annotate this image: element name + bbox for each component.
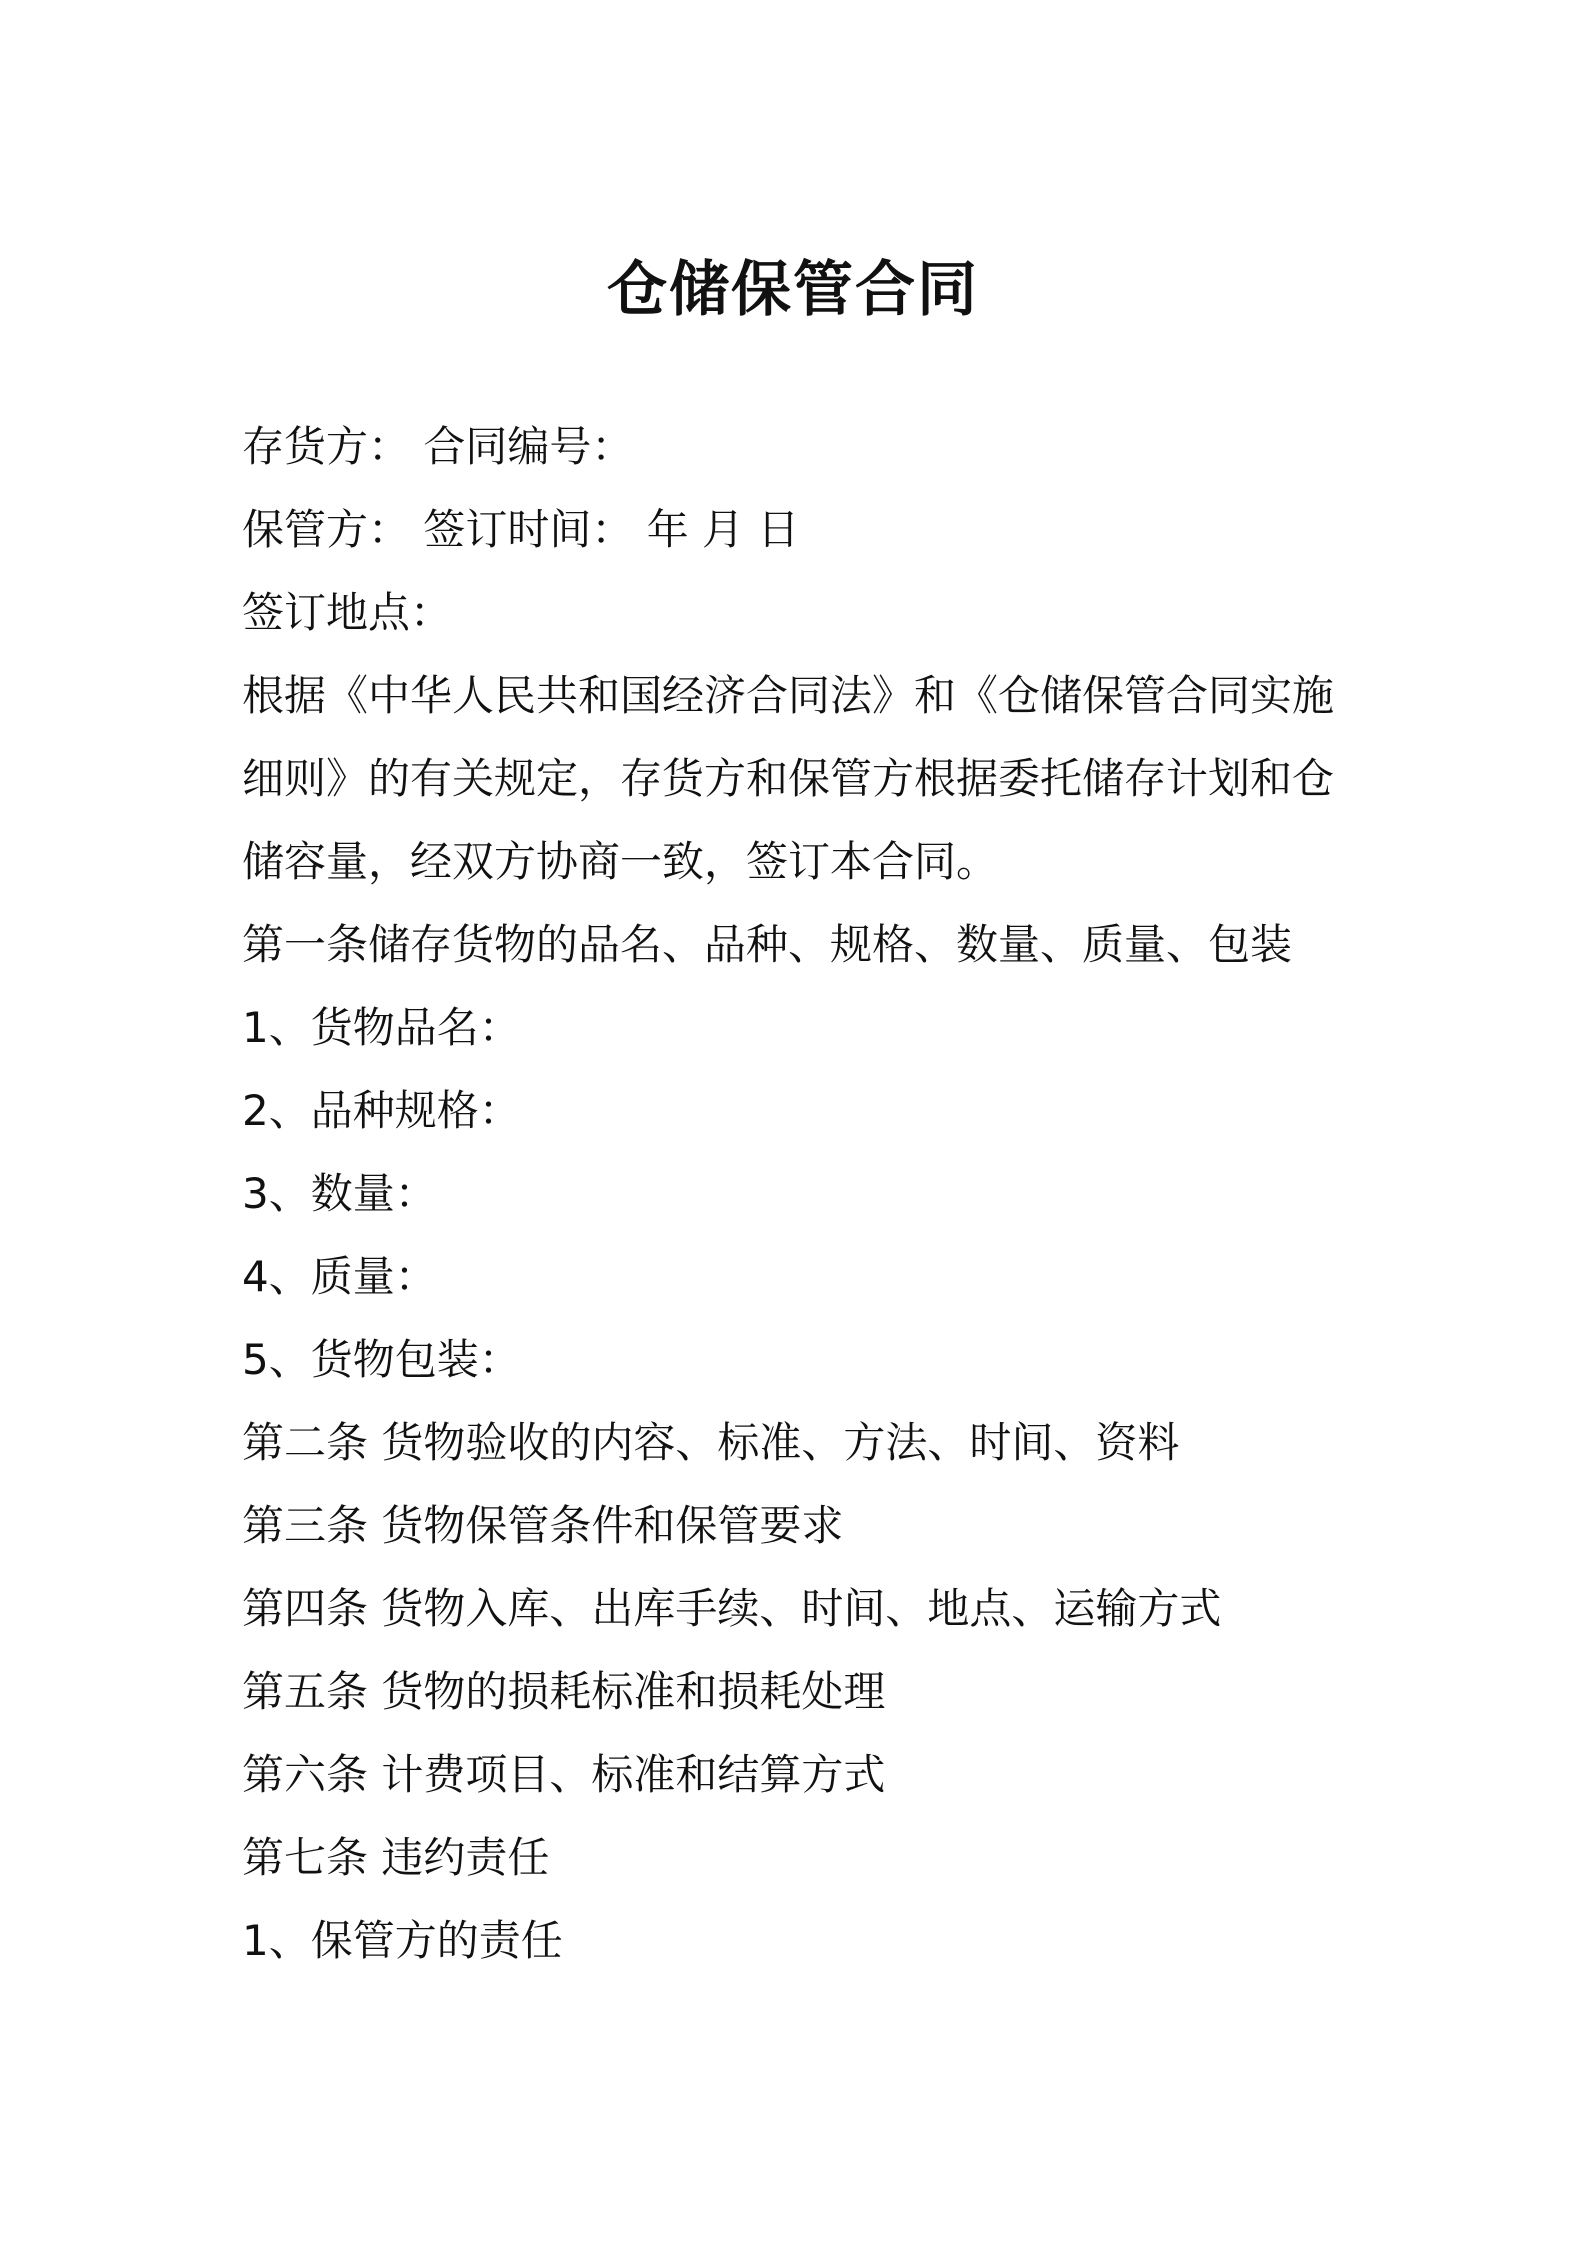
preamble-line-2: 细则》的有关规定，存货方和保管方根据委托储存计划和仓 (242, 754, 1335, 803)
article-1-item-4: 4、质量： (242, 1252, 437, 1301)
party-keeper-line: 保管方： 签订时间： 年 月 日 (242, 505, 800, 554)
article-6-heading: 第六条 计费项目、标准和结算方式 (242, 1750, 886, 1799)
article-2-heading: 第二条 货物验收的内容、标准、方法、时间、资料 (242, 1418, 1180, 1467)
preamble-line-1: 根据《中华人民共和国经济合同法》和《仓储保管合同实施 (242, 671, 1335, 720)
article-1-item-5: 5、货物包装： (242, 1335, 521, 1384)
party-depositor-line: 存货方： 合同编号： (242, 422, 634, 471)
article-1-item-2: 2、品种规格： (242, 1086, 521, 1135)
article-7-heading: 第七条 违约责任 (242, 1833, 550, 1882)
article-5-heading: 第五条 货物的损耗标准和损耗处理 (242, 1667, 886, 1716)
article-4-heading: 第四条 货物入库、出库手续、时间、地点、运输方式 (242, 1584, 1222, 1633)
article-3-heading: 第三条 货物保管条件和保管要求 (242, 1501, 844, 1550)
article-1-item-3: 3、数量： (242, 1169, 437, 1218)
article-7-item-1: 1、保管方的责任 (242, 1916, 563, 1965)
document-title: 仓储保管合同 (607, 255, 979, 325)
document-body (242, 405, 1352, 1982)
article-1-item-1: 1、货物品名： (242, 1003, 521, 1052)
article-1-heading: 第一条储存货物的品名、品种、规格、数量、质量、包装 (242, 920, 1293, 969)
preamble-line-3: 储容量，经双方协商一致，签订本合同。 (242, 837, 999, 886)
signing-place-line: 签订地点： (242, 588, 453, 637)
